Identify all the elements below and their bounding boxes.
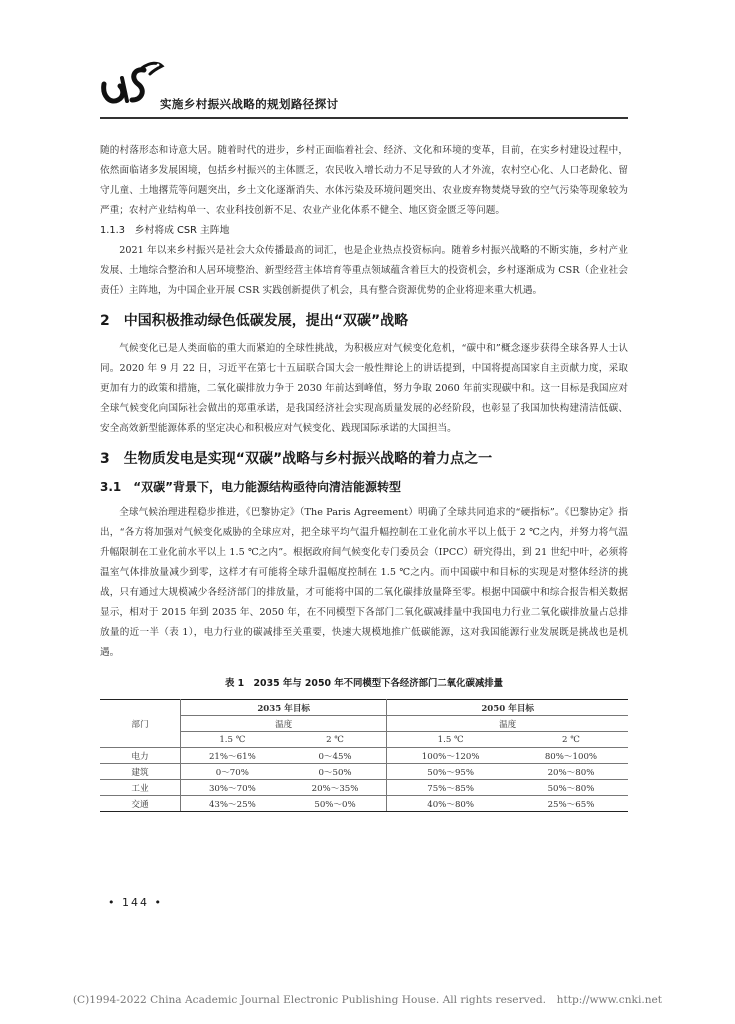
temp-label-2050: 温度 <box>387 716 628 732</box>
table-cell: 75%～85% <box>387 780 514 796</box>
table-cell: 20%～35% <box>284 780 387 796</box>
table-cell: 50%～95% <box>387 764 514 780</box>
col-sector-header: 部门 <box>100 700 181 748</box>
table-cell: 80%～100% <box>514 748 628 764</box>
article-body <box>100 141 628 812</box>
table-cell: 30%～70% <box>181 780 284 796</box>
table-row <box>100 780 628 796</box>
col-2035-2: 2 ℃ <box>284 732 387 748</box>
header-divider <box>100 117 628 119</box>
heading-section-2: 2 中国积极推动绿色低碳发展，提出“双碳”战略 <box>100 313 409 329</box>
table-row <box>100 764 628 780</box>
emission-table <box>100 699 628 812</box>
table-cell: 50%～80% <box>514 780 628 796</box>
temp-label-2035: 温度 <box>181 716 387 732</box>
table-cell: 43%～25% <box>181 796 284 812</box>
cell-sector: 交通 <box>100 796 181 812</box>
table-cell: 21%～61% <box>181 748 284 764</box>
table-cell: 0～50% <box>284 764 387 780</box>
group-2050-header: 2050 年目标 <box>387 700 628 716</box>
copyright-footer: (C)1994-2022 China Academic Journal Electronic Publishing House. All rights reserved. http://www.cnki.net <box>72 994 663 1006</box>
running-title: 实施乡村振兴战略的规划路径探讨 <box>160 97 339 111</box>
cell-sector: 建筑 <box>100 764 181 780</box>
table-cell: 100%～120% <box>387 748 514 764</box>
table-row <box>100 748 628 764</box>
paragraph-climate: 全球气候治理进程稳步推进，《巴黎协定》（The Paris Agreement）明确了全球共同追求的“硬指标”。《巴黎协定》指出，“各方将加强对气候变化威胁的全球应对，把全球平均气温升幅控制在工业化前水平以上低于 2 ℃之内，并努力将气温升幅限制在工业化前水平以上 1.5 ℃之内”。根据政府间气候变化专门委员会（IPCC）研究得出，到 21 世纪中叶，必须将温室气体排放量减少到零，这样才有可能将全球升温幅度控制在 1.5 ℃之内。而中国碳中和目标的实现是对整体经济的挑战，只有通过大规模减少各经济部门的排放量，才可能将中国的二氧化碳排放量降至零。根据中国碳中和综合报告相关数据显示，相对于 2015 年到 2035 年、2050 年，在不同模型下各部门二氧化碳减排量中我国电力行业二氧化碳排放量占总排放量的近一半（表 1），电力行业的碳减排至关重要，快速大规模地推广低碳能源，这对我国能源行业发展既是挑战也是机遇。 <box>100 507 628 658</box>
col-2050-1-5: 1.5 ℃ <box>387 732 514 748</box>
col-2035-1-5: 1.5 ℃ <box>181 732 284 748</box>
journal-logo <box>100 56 166 108</box>
page-number: • 144 • <box>108 896 163 909</box>
heading-section-3: 3 生物质发电是实现“双碳”战略与乡村振兴战略的着力点之一 <box>100 451 493 467</box>
paragraph-csr: 2021 年以来乡村振兴是社会大众传播最高的词汇，也是企业热点投资标向。随着乡村振兴战略的不断实施，乡村产业发展、土地综合整治和人居环境整治、新型经营主体培育等重点领域蕴含着巨大的投资机会，乡村逐渐成为 CSR（企业社会责任）主阵地，为中国企业开展 CSR 实践创新提供了机会，具有整合资源优势的企业将迎来重大机遇。 <box>100 245 628 296</box>
table-row <box>100 796 628 812</box>
table-caption: 表 1 2035 年与 2050 年不同模型下各经济部门二氧化碳减排量 <box>224 678 503 689</box>
table-cell: 50%～0% <box>284 796 387 812</box>
paragraph-intro: 随的村落形态和诗意大居。随着时代的进步，乡村正面临着社会、经济、文化和环境的变革，目前，在实乡村建设过程中，依然面临诸多发展困境，包括乡村振兴的主体匮乏，农民收入增长动力不足导致的人才外流，农村空心化、人口老龄化、留守儿童、土地撂荒等问题突出，乡土文化逐渐消失、水体污染及环境问题突出、农业废弃物焚烧导致的空气污染等现象较为严重；农村产业结构单一、农业科技创新不足、农业产业化体系不健全、地区资金匮乏等问题。 <box>100 145 628 216</box>
table-cell: 0～70% <box>181 764 284 780</box>
table-cell: 0～45% <box>284 748 387 764</box>
table-cell: 20%～80% <box>514 764 628 780</box>
table-cell: 25%～65% <box>514 796 628 812</box>
cell-sector: 工业 <box>100 780 181 796</box>
paragraph-dual-carbon: 气候变化已是人类面临的重大而紧迫的全球性挑战，为积极应对气候变化危机，“碳中和”概念逐步获得全球各界人士认同。2020 年 9 月 22 日，习近平在第七十五届联合国大会一般性辩论上的讲话提到，中国将提高国家自主贡献力度，采取更加有力的政策和措施，二氧化碳排放力争于 2030 年前达到峰值，努力争取 2060 年前实现碳中和。这一目标是我国应对全球气候变化向国际社会做出的郑重承诺，是我国经济社会实现高质量发展的必经阶段，也彰显了我国加快构建清洁低碳、安全高效新型能源体系的坚定决心和积极应对气候变化、践现国际承诺的大国担当。 <box>100 343 628 434</box>
table-cell: 40%～80% <box>387 796 514 812</box>
heading-3-1: 3.1 “双碳”背景下，电力能源结构亟待向清洁能源转型 <box>100 480 402 494</box>
heading-1-1-3: 1.1.3 乡村将成 CSR 主阵地 <box>100 225 230 236</box>
group-2035-header: 2035 年目标 <box>181 700 387 716</box>
col-2050-2: 2 ℃ <box>514 732 628 748</box>
cell-sector: 电力 <box>100 748 181 764</box>
